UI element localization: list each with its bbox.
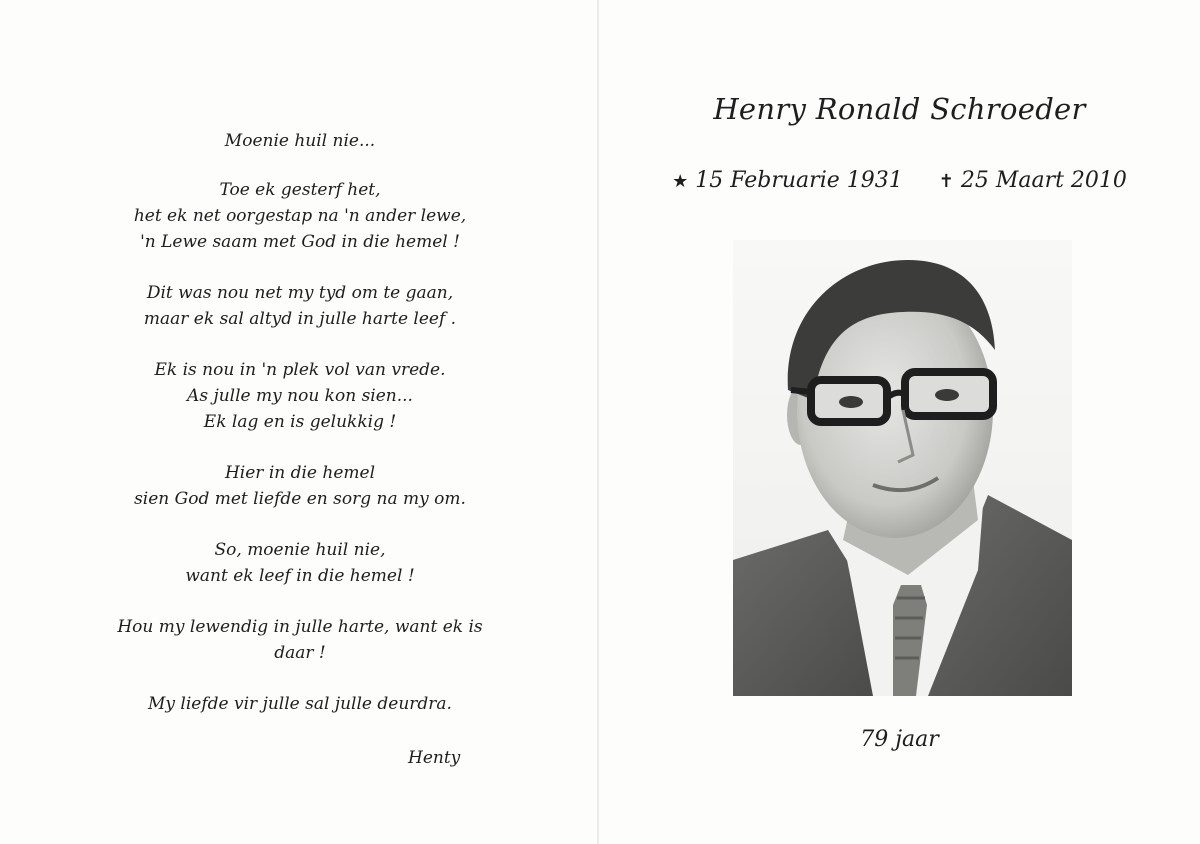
poem-line: want ek leef in die hemel ! xyxy=(185,566,415,586)
poem-line: Toe ek gesterf het, xyxy=(219,180,381,200)
poem-line: daar ! xyxy=(274,643,326,663)
cross-icon: ✝ xyxy=(938,171,954,192)
poem-line: As julle my nou kon sien... xyxy=(187,386,413,406)
poem-line: So, moenie huil nie, xyxy=(214,540,386,560)
left-page xyxy=(0,0,597,844)
poem-line: Ek lag en is gelukkig ! xyxy=(203,412,397,432)
poem-stanza xyxy=(100,460,500,512)
poem xyxy=(100,128,500,742)
birth-date: 15 Februarie 1931 xyxy=(695,168,903,193)
poem-line: My liefde vir julle sal julle deurdra. xyxy=(148,694,452,714)
poem-line: Hou my lewendig in julle harte, want ek is xyxy=(117,617,483,637)
poem-line: Ek is nou in 'n plek vol van vrede. xyxy=(154,360,446,380)
poem-stanza xyxy=(100,614,500,666)
age: 79 jaar xyxy=(860,727,939,752)
poem-line: Dit was nou net my tyd om te gaan, xyxy=(146,283,454,303)
star-icon: ★ xyxy=(672,171,689,192)
poem-signature: Henty xyxy=(408,748,461,768)
portrait-photo xyxy=(733,240,1072,696)
poem-line: het ek net oorgestap na 'n ander lewe, xyxy=(133,206,467,226)
poem-line: 'n Lewe saam met God in die hemel ! xyxy=(140,232,460,252)
right-page xyxy=(599,0,1200,844)
poem-stanza xyxy=(100,357,500,435)
poem-stanza xyxy=(100,280,500,332)
life-dates xyxy=(599,168,1200,193)
poem-line: maar ek sal altyd in julle harte leef . xyxy=(143,309,457,329)
poem-line: sien God met liefde en sorg na my om. xyxy=(134,489,466,509)
poem-title: Moenie huil nie... xyxy=(224,131,376,151)
poem-line: Hier in die hemel xyxy=(224,463,376,483)
poem-stanza xyxy=(100,691,500,717)
deceased-name: Henry Ronald Schroeder xyxy=(713,92,1086,126)
poem-stanza xyxy=(100,177,500,255)
death-date: 25 Maart 2010 xyxy=(960,168,1127,193)
poem-stanza xyxy=(100,537,500,589)
